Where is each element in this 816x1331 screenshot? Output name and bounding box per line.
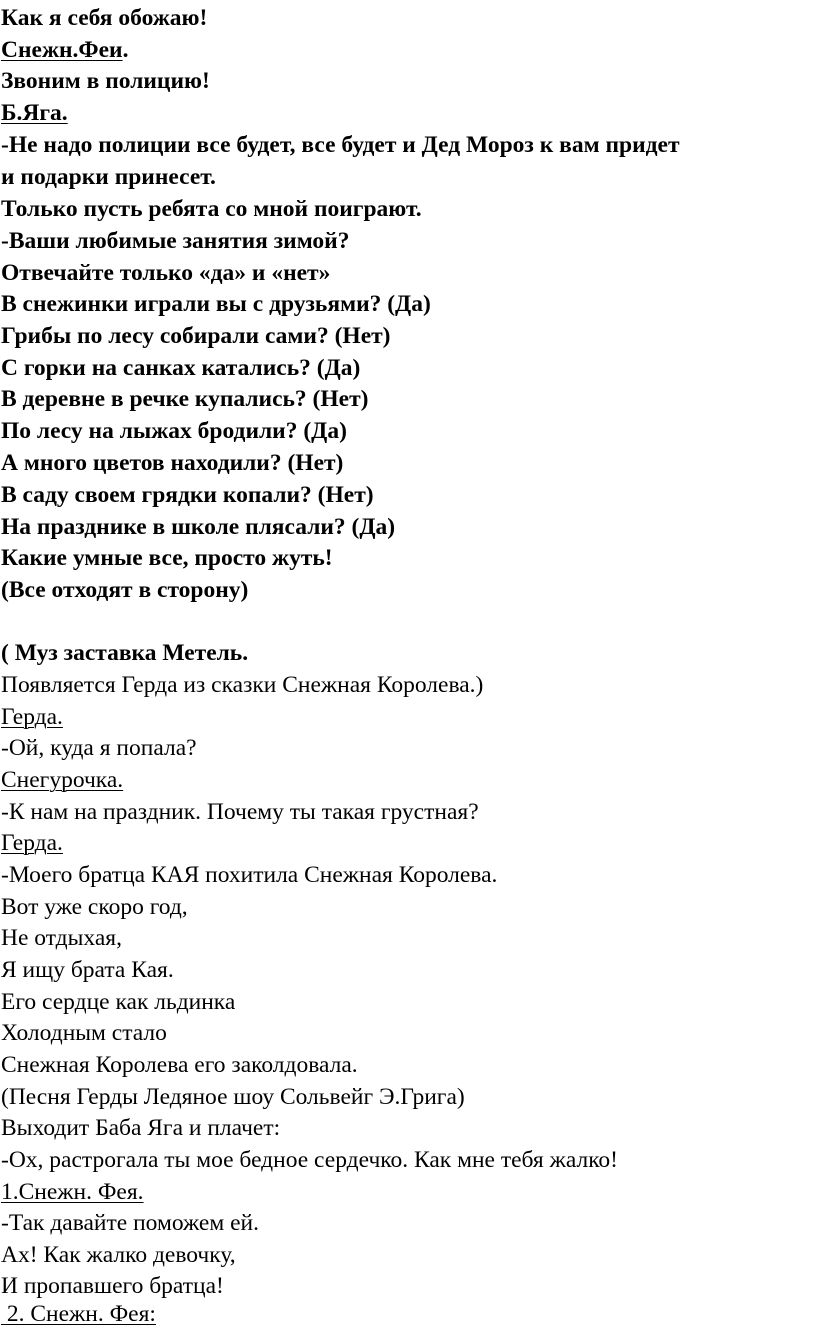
text-line: Его сердце как льдинка bbox=[1, 989, 236, 1015]
speaker-heading: 2. Снежн. Фея: bbox=[1, 1301, 156, 1327]
text-line: Появляется Герда из сказки Снежная Королева.) bbox=[1, 672, 484, 698]
text-line: Только пусть ребята со мной поиграют. bbox=[1, 196, 422, 222]
speaker-heading: Б.Яга. bbox=[1, 100, 68, 126]
text-line: (Песня Герды Ледяное шоу Сольвейг Э.Грига) bbox=[1, 1084, 465, 1110]
text-line: Выходит Баба Яга и плачет: bbox=[1, 1115, 281, 1141]
speaker-name: Снежн.Феи bbox=[1, 37, 123, 63]
text-line: (Все отходят в сторону) bbox=[1, 577, 249, 603]
text-line: Снежная Королева его заколдовала. bbox=[1, 1052, 358, 1078]
text-line: -К нам на праздник. Почему ты такая грустная? bbox=[1, 799, 479, 825]
text-line: Отвечайте только «да» и «нет» bbox=[1, 260, 331, 286]
text-line: и подарки принесет. bbox=[1, 164, 216, 190]
text-line: Не отдыхая, bbox=[1, 925, 122, 951]
speaker-heading: 1.Снежн. Фея. bbox=[1, 1179, 144, 1205]
text-line: Холодным стало bbox=[1, 1020, 167, 1046]
text-line: Вот уже скоро год, bbox=[1, 894, 188, 920]
text-line: И пропавшего братца! bbox=[1, 1273, 224, 1299]
speaker-heading bbox=[1, 35, 128, 65]
text-line: На празднике в школе плясали? (Да) bbox=[1, 514, 396, 540]
text-line: Звоним в полицию! bbox=[1, 68, 210, 94]
text-line: По лесу на лыжах бродили? (Да) bbox=[1, 418, 347, 444]
text-line: В саду своем грядки копали? (Нет) bbox=[1, 482, 374, 508]
text-line: Я ищу брата Кая. bbox=[1, 957, 174, 983]
text-line: Ах! Как жалко девочку, bbox=[1, 1242, 236, 1268]
speaker-heading: Снегурочка. bbox=[1, 767, 124, 793]
text-line: -Ой, куда я попала? bbox=[1, 735, 197, 761]
speaker-heading: Герда. bbox=[1, 830, 63, 856]
text-line: В деревне в речке купались? (Нет) bbox=[1, 386, 369, 412]
text-line: А много цветов находили? (Нет) bbox=[1, 450, 344, 476]
speaker-heading: Герда. bbox=[1, 704, 63, 730]
text-line: Как я себя обожаю! bbox=[1, 5, 208, 31]
speaker-punctuation: . bbox=[122, 37, 129, 63]
text-line: -Так давайте поможем ей. bbox=[1, 1210, 259, 1236]
text-line: -Ваши любимые занятия зимой? bbox=[1, 228, 350, 254]
text-line: -Моего братца КАЯ похитила Снежная Королева. bbox=[1, 862, 498, 888]
text-line: -Ох, растрогала ты мое бедное сердечко. Как мне тебя жалко! bbox=[1, 1147, 618, 1173]
text-line: ( Муз заставка Метель. bbox=[1, 640, 249, 666]
text-line: С горки на санках катались? (Да) bbox=[1, 355, 361, 381]
text-line: Грибы по лесу собирали сами? (Нет) bbox=[1, 323, 391, 349]
text-line: -Не надо полиции все будет, все будет и Дед Мороз к вам придет bbox=[1, 132, 680, 158]
text-line: Какие умные все, просто жуть! bbox=[1, 545, 333, 571]
text-line: В снежинки играли вы с друзьями? (Да) bbox=[1, 291, 431, 317]
